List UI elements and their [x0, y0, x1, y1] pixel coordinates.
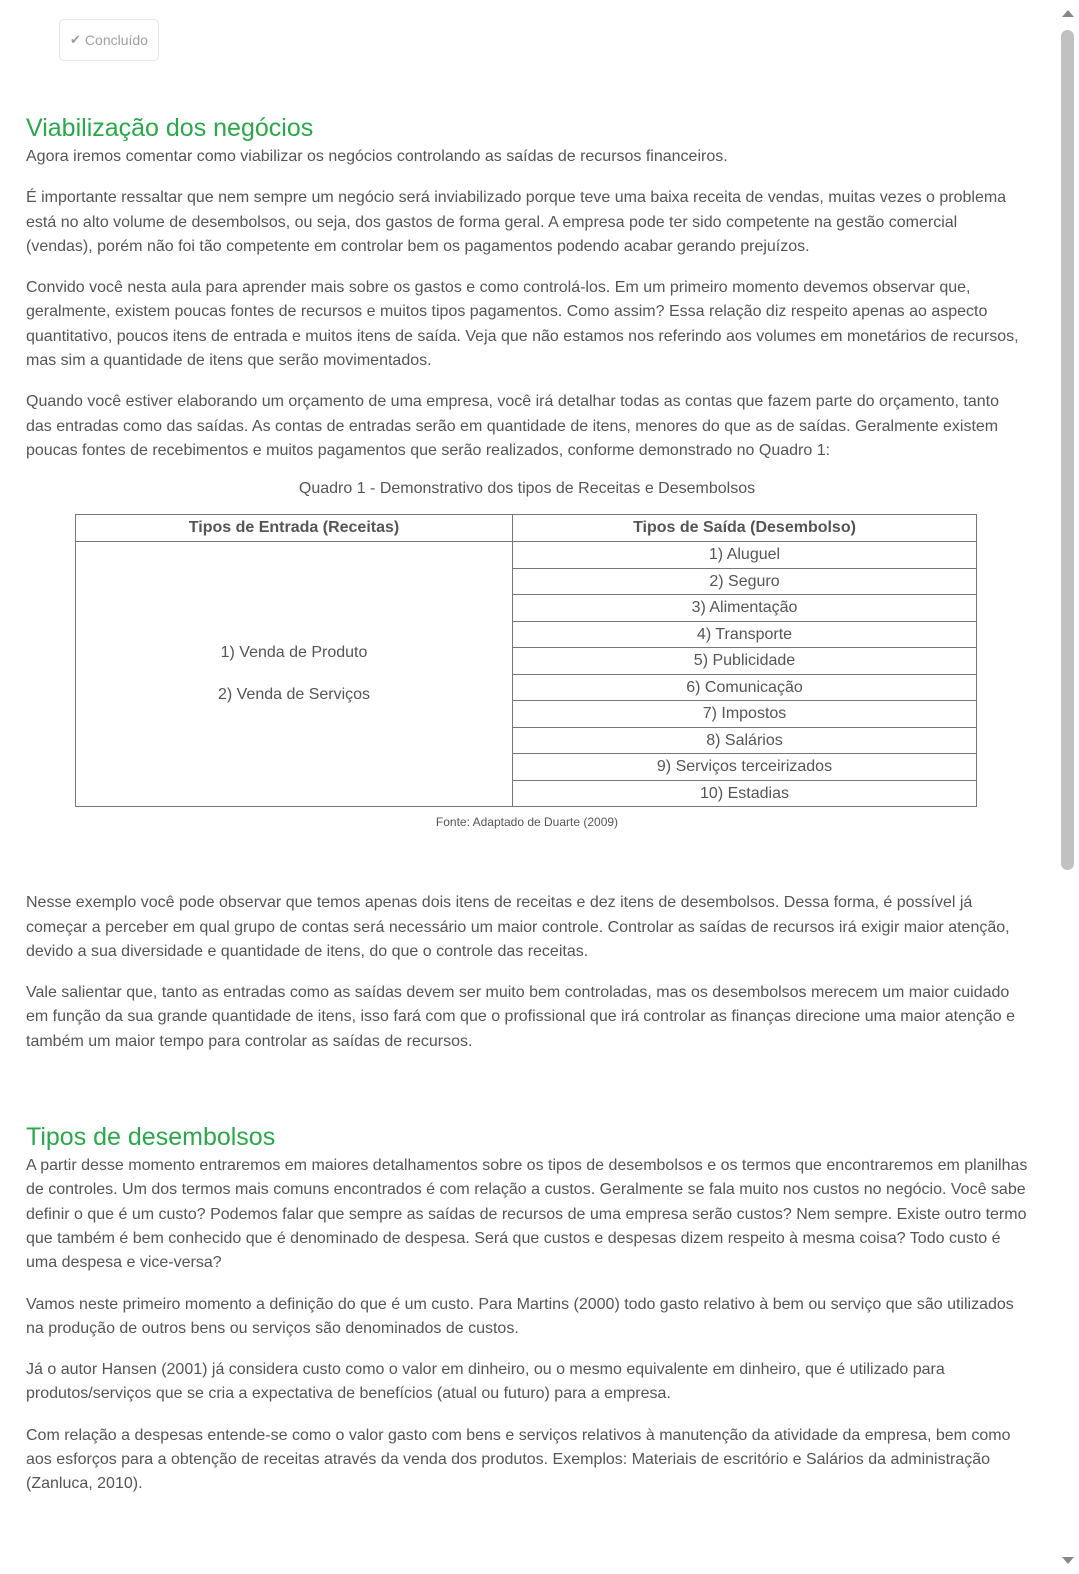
output-item: 9) Serviços terceirizados — [513, 754, 977, 781]
output-item: 6) Comunicação — [513, 674, 977, 701]
paragraph: Vamos neste primeiro momento a definição do que é um custo. Para Martins (2000) todo gasto relativo à bem ou serviço que são utilizados na produção de outros bens ou serviços são denominados de custos. — [26, 1295, 1014, 1337]
input-types-cell — [76, 542, 513, 807]
vertical-scrollbar[interactable] — [1057, 0, 1079, 1574]
paragraph: A partir desse momento entraremos em maiores detalhamentos sobre os tipos de desembolsos e os termos que encontraremos em planilhas de controles. Um dos termos mais comuns encontrados é com relação a custos. Geralmente se fala muito nos custos no negócio. Você sabe definir o que é um custo? Podemos falar que sempre as saídas de recursos de uma empresa serão custos? Nem sempre. Existe outro termo que também é bem conhecido que é denominado de despesa. Será que custos e despesas dizem respeito à mesma coisa? Todo custo é uma despesa e vice-versa? — [26, 1157, 1028, 1272]
scrollbar-thumb[interactable] — [1061, 30, 1074, 870]
output-item: 5) Publicidade — [513, 648, 977, 675]
table-header: Tipos de Saída (Desembolso) — [513, 515, 977, 542]
section-title: Viabilização dos negócios — [26, 114, 314, 142]
output-item: 10) Estadias — [513, 780, 977, 807]
table-source: Fonte: Adaptado de Duarte (2009) — [435, 815, 619, 830]
output-item: 7) Impostos — [513, 701, 977, 728]
paragraph: É importante ressaltar que nem sempre um negócio será inviabilizado porque teve uma baixa receita de vendas, muitas vezes o problema está no alto volume de desembolsos, ou seja, dos gastos de forma geral. A empresa pode ter sido competente na gestão comercial (vendas), porém não foi tão competente em controlar bem os pagamentos podendo acabar gerando prejuízos. — [26, 189, 1007, 255]
output-item: 4) Transporte — [513, 621, 977, 648]
output-item: 8) Salários — [513, 727, 977, 754]
table-caption: Quadro 1 - Demonstrativo dos tipos de Receitas e Desembolsos — [298, 480, 756, 498]
table-header: Tipos de Entrada (Receitas) — [76, 515, 513, 542]
paragraph: Convido você nesta aula para aprender mais sobre os gastos e como controlá-los. Em um primeiro momento devemos observar que, geralmente, existem poucas fontes de recursos e muitos tipos pagamentos. Como assim? Essa relação diz respeito apenas ao aspecto quantitativo, poucos itens de entrada e muitos itens de saída. Veja que não estamos nos referindo aos volumes em monetários de recursos, mas sim a quantidade de itens que serão movimentados. — [26, 279, 1019, 370]
paragraph: Agora iremos comentar como viabilizar os negócios controlando as saídas de recursos financeiros. — [26, 148, 728, 165]
paragraph: Vale salientar que, tanto as entradas como as saídas devem ser muito bem controladas, mas os desembolsos merecem um maior cuidado em função da sua grande quantidade de itens, isso fará com que o profissional que irá controlar as finanças direcione uma maior atenção e também um maior tempo para controlar as saídas de recursos. — [26, 984, 1016, 1050]
section-title: Tipos de desembolsos — [26, 1123, 276, 1152]
check-icon: ✔ — [70, 32, 81, 47]
scroll-up-arrow-icon[interactable] — [1062, 10, 1074, 17]
paragraph: Quando você estiver elaborando um orçamento de uma empresa, você irá detalhar todas as contas que fazem parte do orçamento, tanto das entradas como das saídas. As contas de entradas serão em quantidade de itens, menores do que as de saídas. Geralmente existem poucas fontes de recebimentos e muitos pagamentos que serão realizados, conforme demonstrado no Quadro 1: — [26, 393, 1000, 459]
lesson-content — [26, 0, 1028, 1514]
paragraph: Nesse exemplo você pode observar que temos apenas dois itens de receitas e dez itens de desembolsos. Dessa forma, é possível já começar a perceber em qual grupo de contas será necessário um maior controle. Controlar as saídas de recursos irá exigir maior atenção, devido a sua diversidade e quantidade de itens, do que o controle das receitas. — [26, 894, 1010, 960]
output-item: 2) Seguro — [513, 568, 977, 595]
paragraph: Com relação a despesas entende-se como o valor gasto com bens e serviços relativos à manutenção da atividade da empresa, bem como aos esforços para a obtenção de receitas através da venda dos produtos. Exemplos: Materiais de escritório e Salários da administração (Zanluca, 2010). — [26, 1426, 1011, 1493]
done-button-label: Concluído — [84, 32, 148, 48]
paragraph: Já o autor Hansen (2001) já considera custo como o valor em dinheiro, ou o mesmo equivalente em dinheiro, que é utilizado para produtos/serviços que se cria a expectativa de benefícios (atual ou futuro) para a empresa. — [26, 1361, 945, 1403]
input-item: 1) Venda de Produto — [220, 644, 368, 662]
scroll-down-arrow-icon[interactable] — [1062, 1557, 1074, 1564]
input-item: 2) Venda de Serviços — [217, 686, 371, 704]
receipts-disbursements-table — [75, 514, 977, 807]
output-item: 3) Alimentação — [513, 595, 977, 622]
output-item: 1) Aluguel — [513, 542, 977, 569]
